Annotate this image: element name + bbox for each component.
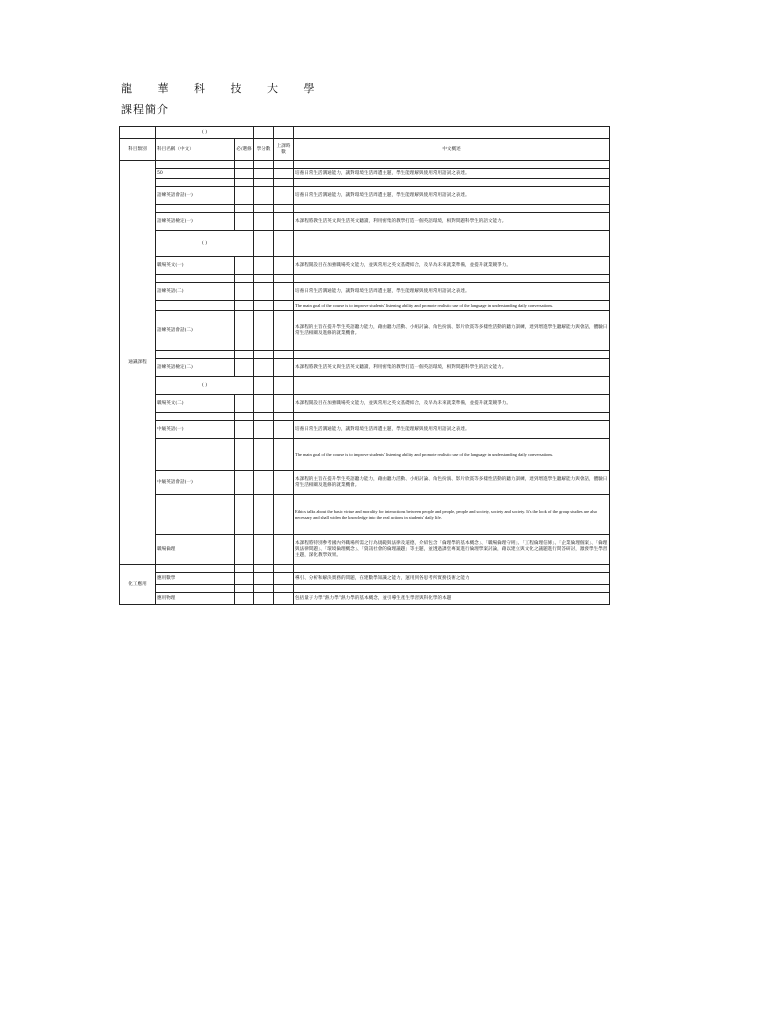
col-header-category: 科目類別	[120, 139, 156, 161]
table-row	[120, 283, 610, 301]
table-row	[120, 495, 610, 535]
course-name-cell	[156, 495, 235, 535]
table-row	[120, 413, 610, 421]
description-cell: 包括量子力學“熱力學”熱力學的基本概念，並引導生產生學習與科化學的本題	[294, 593, 610, 605]
empty-cell	[254, 301, 274, 311]
table-row	[120, 377, 610, 395]
empty-cell	[254, 179, 274, 187]
description-cell: 培養日常生活溝通能力，讓對環境生活周遭主題，學生能理解與使用常用語詞之表達。	[294, 283, 610, 301]
empty-cell	[254, 283, 274, 301]
empty-cell	[254, 311, 274, 351]
table-row	[120, 593, 610, 605]
empty-cell	[235, 187, 254, 205]
empty-cell	[274, 421, 294, 439]
description-cell: 培養日常生活溝通能力，讓對環境生活周遭主題，學生能理解與使用常用語詞之表達。	[294, 187, 610, 205]
category-cell: 化工應用	[120, 565, 156, 605]
empty-cell	[274, 275, 294, 283]
course-name-cell: 職場英文(一)	[156, 257, 235, 275]
table-row	[120, 187, 610, 205]
empty-cell	[274, 585, 294, 593]
course-name-cell	[156, 205, 235, 213]
empty-cell	[254, 585, 274, 593]
course-name-cell: ( )	[156, 377, 254, 395]
course-name-cell	[156, 413, 235, 421]
course-name-cell: 語練英語檢定(二)	[156, 359, 235, 377]
empty-cell	[254, 421, 274, 439]
empty-cell	[254, 187, 274, 205]
empty-cell	[235, 439, 254, 471]
description-cell: 導引、分析和解決實務的問題，在建數學知識之能力，運用到各思考所實務技術之能力	[294, 573, 610, 585]
empty-cell	[274, 395, 294, 413]
empty-cell	[235, 161, 254, 169]
empty-cell	[235, 471, 254, 495]
empty-cell	[274, 179, 294, 187]
description-cell: 培養日常生活溝通能力，讓對環境生活周遭主題，學生能理解與使用常用語詞之表達。	[294, 421, 610, 439]
empty-cell	[274, 471, 294, 495]
empty-cell	[254, 593, 274, 605]
table-row	[120, 421, 610, 439]
table-row	[120, 439, 610, 471]
empty-cell	[235, 359, 254, 377]
course-name-cell	[156, 301, 235, 311]
description-cell	[294, 413, 610, 421]
table-row	[120, 257, 610, 275]
empty-cell	[254, 565, 274, 573]
empty-cell	[254, 573, 274, 585]
empty-cell	[274, 301, 294, 311]
page-subtitle: 課程簡介	[121, 103, 169, 116]
course-name-cell: 50	[156, 169, 235, 179]
empty-cell	[274, 231, 294, 257]
empty-cell	[254, 395, 274, 413]
empty-cell	[254, 471, 274, 495]
empty-cell	[235, 169, 254, 179]
category-cell: 通識課程	[120, 161, 156, 565]
description-cell: 本課程將教生活英文與生活英文聽讀，利用密集的教學打造一個英語環境，相對問題科學生的語文能力。	[294, 359, 610, 377]
course-name-cell: 職場倫理	[156, 535, 235, 565]
col-header-description: 中文概述	[294, 139, 610, 161]
table-row	[120, 535, 610, 565]
table-row	[120, 231, 610, 257]
description-cell: 本課程將特別參考國內外職場所需之行為規範與法律及道德，介紹包含「倫理學的基本概念」、「職場倫理守則」、「工程倫理信條」、「企業倫理個案」、「倫理與法律問題」、「環境倫理概念」、「資訊社會的倫理議題」等主題，並透過課堂專案進行倫理學案討論，藉以建立與文化之議題進行問答研討，激發學生學習主題，深化教學效果。	[294, 535, 610, 565]
course-name-cell	[156, 275, 235, 283]
description-cell: 本課程開設目在加強職場英文能力，並與常用之英文基礎結合，及早為未來就業準備，並提升就業競爭力。	[294, 395, 610, 413]
course-name-cell: 語練英語會話(二)	[156, 311, 235, 351]
empty-cell	[254, 205, 274, 213]
empty-cell	[235, 301, 254, 311]
empty-cell	[274, 351, 294, 359]
description-cell: The main goal of the course is to improve students' listening ability and promote realistic use of the language in understanding daily conversations.	[294, 301, 610, 311]
empty-cell	[254, 377, 274, 395]
description-cell	[294, 351, 610, 359]
description-cell	[294, 377, 610, 395]
empty-cell	[254, 231, 274, 257]
empty-cell	[235, 395, 254, 413]
empty-cell	[274, 169, 294, 179]
course-name-cell: ( )	[156, 231, 254, 257]
empty-cell	[235, 421, 254, 439]
description-cell	[294, 205, 610, 213]
col-header-hours: 上課時數	[274, 139, 294, 161]
course-name-cell	[156, 565, 235, 573]
empty-cell	[254, 161, 274, 169]
empty-cell	[274, 565, 294, 573]
table-row	[120, 565, 610, 573]
empty-cell	[274, 213, 294, 231]
col-header-required: 必/選修	[235, 139, 254, 161]
table-row	[120, 573, 610, 585]
table-row	[120, 275, 610, 283]
empty-cell	[274, 257, 294, 275]
empty-cell	[235, 213, 254, 231]
empty-cell	[274, 359, 294, 377]
empty-cell	[235, 565, 254, 573]
table-row	[120, 179, 610, 187]
empty-cell	[235, 205, 254, 213]
empty-cell	[274, 495, 294, 535]
description-cell: Ethics talks about the basic virtue and morality for interactions between people and people, people and society, society and society. It's the look of the group studies are also necessary and shall widen the knowledge into the real actions in students' daily life.	[294, 495, 610, 535]
empty-cell	[235, 413, 254, 421]
empty-cell	[254, 257, 274, 275]
table-note-row	[120, 127, 610, 139]
empty-cell	[235, 257, 254, 275]
table-row	[120, 301, 610, 311]
university-title: 龍 華 科 技 大 學	[121, 82, 326, 95]
description-cell	[294, 585, 610, 593]
course-name-cell: 語練英語(二)	[156, 283, 235, 301]
empty-cell	[254, 535, 274, 565]
empty-cell	[235, 275, 254, 283]
description-cell	[294, 179, 610, 187]
description-cell	[294, 161, 610, 169]
empty-cell	[254, 351, 274, 359]
col-header-credits: 學分數	[254, 139, 274, 161]
table-row	[120, 169, 610, 179]
empty-cell	[254, 495, 274, 535]
empty-cell	[235, 351, 254, 359]
empty-cell	[274, 283, 294, 301]
table-row	[120, 395, 610, 413]
table-header-row	[120, 139, 610, 161]
course-name-cell	[156, 585, 235, 593]
table-row	[120, 471, 610, 495]
course-name-cell	[156, 179, 235, 187]
description-cell: The main goal of the course is to improve students' listening ability and promote realistic use of the language in understanding daily conversations.	[294, 439, 610, 471]
empty-cell	[274, 535, 294, 565]
table-row	[120, 311, 610, 351]
header-note: ( )	[156, 127, 254, 139]
empty-cell	[254, 275, 274, 283]
description-cell: 本課程將教生活英文與生活英文聽讀，利用密集的教學打造一個英語環境，相對問題科學生的語文能力。	[294, 213, 610, 231]
description-cell: 本課程的主旨在提升學生英語聽力能力，藉由聽力活動、小組討論、角色扮演、影片欣賞等多樣性活動的聽力訓練，達到增進學生聽解能力與會話，體驗日常生活相關及進修的就業機會。	[294, 311, 610, 351]
empty-cell	[274, 593, 294, 605]
empty-cell	[274, 205, 294, 213]
empty-cell	[235, 283, 254, 301]
course-name-cell	[156, 161, 235, 169]
empty-cell	[235, 311, 254, 351]
table-row	[120, 351, 610, 359]
empty-cell	[254, 169, 274, 179]
empty-cell	[274, 311, 294, 351]
description-cell: 本課程開設目在加強職場英文能力，並與常用之英文基礎結合，及早為未來就業準備，並提升就業競爭力。	[294, 257, 610, 275]
empty-cell	[235, 585, 254, 593]
empty-cell	[274, 161, 294, 169]
table-row	[120, 213, 610, 231]
description-cell: 本課程的主旨在提升學生英語聽力能力，藉由聽力活動、小組討論、角色扮演、影片欣賞等多樣性活動的聽力訓練，達到增進學生聽解能力與會話，體驗日常生活相關及進修的就業機會。	[294, 471, 610, 495]
empty-cell	[235, 593, 254, 605]
table-row	[120, 585, 610, 593]
course-name-cell: 應用物理	[156, 593, 235, 605]
empty-cell	[235, 495, 254, 535]
col-header-course-name: 科目名稱（中文）	[156, 139, 235, 161]
empty-cell	[254, 359, 274, 377]
description-cell	[294, 275, 610, 283]
empty-cell	[274, 439, 294, 471]
course-table	[119, 126, 610, 605]
description-cell	[294, 231, 610, 257]
empty-cell	[254, 413, 274, 421]
course-name-cell: 職場英文(二)	[156, 395, 235, 413]
course-name-cell: 中級英語會話(一)	[156, 471, 235, 495]
course-name-cell: 語練英語會話(一)	[156, 187, 235, 205]
empty-cell	[274, 413, 294, 421]
description-cell: 培養日常生活溝通能力，讓對環境生活周遭主題，學生能理解與使用常用語詞之表達。	[294, 169, 610, 179]
empty-cell	[274, 573, 294, 585]
course-name-cell: 應用數學	[156, 573, 235, 585]
empty-cell	[274, 187, 294, 205]
course-name-cell: 中級英語(一)	[156, 421, 235, 439]
table-row	[120, 205, 610, 213]
course-name-cell	[156, 351, 235, 359]
course-name-cell	[156, 439, 235, 471]
empty-cell	[235, 535, 254, 565]
description-cell	[294, 565, 610, 573]
empty-cell	[274, 377, 294, 395]
empty-cell	[235, 179, 254, 187]
empty-cell	[254, 439, 274, 471]
table-row	[120, 161, 610, 169]
empty-cell	[235, 573, 254, 585]
empty-cell	[254, 213, 274, 231]
course-name-cell: 語練英語檢定(一)	[156, 213, 235, 231]
table-row	[120, 359, 610, 377]
